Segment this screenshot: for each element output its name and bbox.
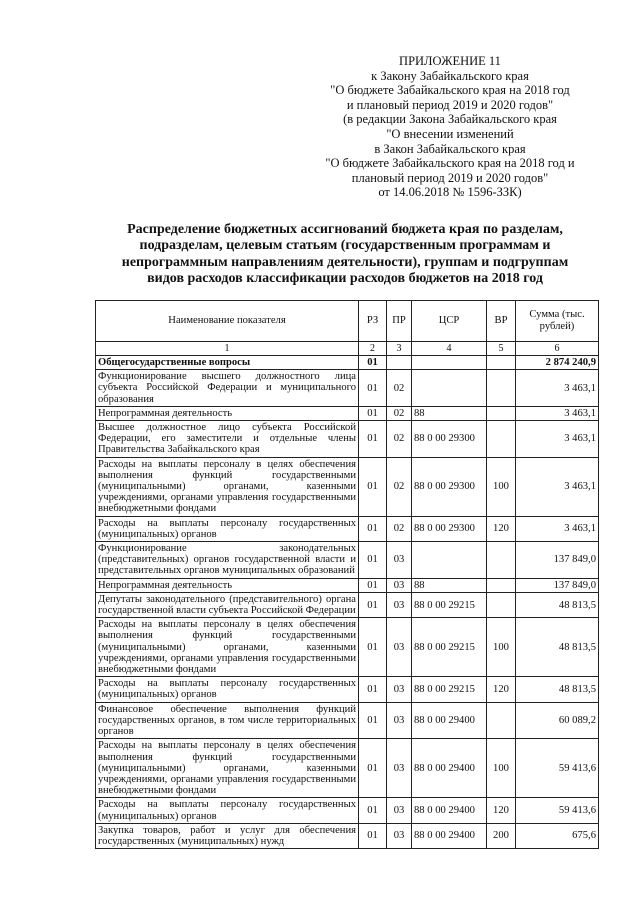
header-line: (в редакции Закона Забайкальского края: [343, 112, 557, 127]
cell-csr: 88 0 00 29300: [412, 457, 487, 516]
table-row: [96, 578, 599, 592]
cell-vr: [487, 406, 516, 420]
cell-csr: [412, 370, 487, 407]
cell-csr: 88 0 00 29215: [412, 592, 487, 617]
cell-name: Функционирование законодательных (представительных) органов государственной власти и представительных органов муниципальных образований: [96, 542, 359, 579]
cell-pr: [387, 356, 412, 370]
table-row: [96, 618, 599, 677]
cell-sum: 3 463,1: [516, 516, 599, 541]
header-sum: Сумма (тыс. рублей): [516, 301, 599, 342]
cell-rz: 01: [359, 702, 387, 739]
cell-rz: 01: [359, 823, 387, 848]
cell-sum: 48 813,5: [516, 592, 599, 617]
header-line: "О бюджете Забайкальского края на 2018 год и: [325, 156, 575, 171]
cell-rz: 01: [359, 370, 387, 407]
cell-sum: 137 849,0: [516, 578, 599, 592]
cell-csr: 88 0 00 29400: [412, 823, 487, 848]
table-row: [96, 406, 599, 420]
header-line: и плановый период 2019 и 2020 годов": [346, 97, 554, 112]
header-name: Наименование показателя: [96, 301, 359, 342]
column-number: 1: [96, 342, 359, 356]
header-line: в Закон Забайкальского края: [374, 141, 526, 156]
cell-vr: [487, 356, 516, 370]
header-pr: ПР: [387, 301, 412, 342]
cell-pr: 03: [387, 823, 412, 848]
cell-sum: 675,6: [516, 823, 599, 848]
cell-rz: 01: [359, 457, 387, 516]
table-row: [96, 370, 599, 407]
column-number: 4: [412, 342, 487, 356]
cell-sum: 3 463,1: [516, 370, 599, 407]
cell-sum: 137 849,0: [516, 542, 599, 579]
header-line: "О бюджете Забайкальского края на 2018 год: [330, 83, 570, 98]
table-row: [96, 702, 599, 739]
cell-vr: 120: [487, 516, 516, 541]
cell-sum: 48 813,5: [516, 677, 599, 702]
table-row: [96, 516, 599, 541]
cell-vr: [487, 592, 516, 617]
cell-name: Функционирование высшего должностного лица субъекта Российской Федерации и муниципального образования: [96, 370, 359, 407]
cell-vr: 100: [487, 457, 516, 516]
cell-rz: 01: [359, 421, 387, 458]
column-number: 6: [516, 342, 599, 356]
cell-vr: [487, 370, 516, 407]
cell-rz: 01: [359, 618, 387, 677]
cell-csr: 88: [412, 578, 487, 592]
cell-sum: 3 463,1: [516, 406, 599, 420]
cell-vr: 120: [487, 677, 516, 702]
cell-vr: [487, 542, 516, 579]
cell-name: Расходы на выплаты персоналу в целях обеспечения выполнения функций государственными (муниципальными) органами, казенными учреждениями, органами управления государственными внебюджетными фондами: [96, 739, 359, 798]
cell-rz: 01: [359, 798, 387, 823]
header-line: плановый период 2019 и 2020 годов": [351, 170, 549, 185]
cell-name: Непрограммная деятельность: [96, 406, 359, 420]
cell-vr: [487, 702, 516, 739]
column-number-row: [96, 342, 599, 356]
cell-name: Непрограммная деятельность: [96, 578, 359, 592]
cell-pr: 02: [387, 421, 412, 458]
cell-name: Финансовое обеспечение выполнения функций государственных органов, в том числе территориальных органов: [96, 702, 359, 739]
column-number: 2: [359, 342, 387, 356]
title-line: непрограммным направлениям деятельности), группам и подгруппам: [121, 254, 569, 270]
cell-name: Депутаты законодательного (представительного) органа государственной власти субъекта Российской Федерации: [96, 592, 359, 617]
header-line: от 14.06.2018 № 1596-ЗЗК): [378, 185, 522, 200]
table-header-row: [96, 301, 599, 342]
header-csr: ЦСР: [412, 301, 487, 342]
cell-pr: 03: [387, 592, 412, 617]
document-title: [95, 222, 595, 288]
cell-csr: 88 0 00 29300: [412, 516, 487, 541]
cell-rz: 01: [359, 542, 387, 579]
header-line: к Закону Забайкальского края: [371, 68, 529, 83]
cell-pr: 02: [387, 457, 412, 516]
cell-vr: [487, 421, 516, 458]
cell-name: Высшее должностное лицо субъекта Российской Федерации, его заместители и отдельные члены Правительства Забайкальского края: [96, 421, 359, 458]
cell-csr: 88 0 00 29300: [412, 421, 487, 458]
table-row: [96, 421, 599, 458]
cell-sum: 48 813,5: [516, 618, 599, 677]
cell-pr: 03: [387, 618, 412, 677]
cell-name: Общегосударственные вопросы: [96, 356, 359, 370]
cell-name: Закупка товаров, работ и услуг для обеспечения государственных (муниципальных) нужд: [96, 823, 359, 848]
cell-pr: 02: [387, 516, 412, 541]
table-row: [96, 356, 599, 370]
cell-sum: 2 874 240,9: [516, 356, 599, 370]
cell-vr: 100: [487, 618, 516, 677]
table-row: [96, 592, 599, 617]
cell-vr: 100: [487, 739, 516, 798]
cell-vr: 120: [487, 798, 516, 823]
cell-csr: 88: [412, 406, 487, 420]
cell-sum: 59 413,6: [516, 798, 599, 823]
cell-pr: 03: [387, 798, 412, 823]
cell-vr: [487, 578, 516, 592]
cell-csr: 88 0 00 29400: [412, 739, 487, 798]
cell-csr: 88 0 00 29215: [412, 618, 487, 677]
appendix-header: [300, 54, 600, 200]
cell-csr: [412, 542, 487, 579]
cell-rz: 01: [359, 356, 387, 370]
cell-csr: 88 0 00 29215: [412, 677, 487, 702]
cell-pr: 02: [387, 406, 412, 420]
column-number: 5: [487, 342, 516, 356]
cell-name: Расходы на выплаты персоналу в целях обеспечения выполнения функций государственными (муниципальными) органами, казенными учреждениями, органами управления государственными внебюджетными фондами: [96, 457, 359, 516]
header-line: ПРИЛОЖЕНИЕ 11: [399, 54, 501, 68]
cell-name: Расходы на выплаты персоналу в целях обеспечения выполнения функций государственными (муниципальными) органами, казенными учреждениями, органами управления государственными внебюджетными фондами: [96, 618, 359, 677]
table-row: [96, 823, 599, 848]
cell-rz: 01: [359, 739, 387, 798]
budget-table: [95, 300, 599, 849]
cell-pr: 03: [387, 677, 412, 702]
table-row: [96, 542, 599, 579]
cell-rz: 01: [359, 578, 387, 592]
cell-csr: [412, 356, 487, 370]
table-row: [96, 798, 599, 823]
cell-vr: 200: [487, 823, 516, 848]
table-row: [96, 677, 599, 702]
table-row: [96, 457, 599, 516]
cell-pr: 03: [387, 542, 412, 579]
header-rz: РЗ: [359, 301, 387, 342]
header-line: "О внесении изменений: [386, 126, 514, 141]
cell-sum: 3 463,1: [516, 457, 599, 516]
cell-rz: 01: [359, 677, 387, 702]
cell-name: Расходы на выплаты персоналу государственных (муниципальных) органов: [96, 798, 359, 823]
cell-rz: 01: [359, 592, 387, 617]
cell-pr: 03: [387, 578, 412, 592]
cell-sum: 3 463,1: [516, 421, 599, 458]
cell-sum: 59 413,6: [516, 739, 599, 798]
cell-rz: 01: [359, 516, 387, 541]
cell-csr: 88 0 00 29400: [412, 702, 487, 739]
column-number: 3: [387, 342, 412, 356]
cell-pr: 03: [387, 702, 412, 739]
cell-pr: 03: [387, 739, 412, 798]
cell-csr: 88 0 00 29400: [412, 798, 487, 823]
cell-name: Расходы на выплаты персоналу государственных (муниципальных) органов: [96, 516, 359, 541]
cell-name: Расходы на выплаты персоналу государственных (муниципальных) органов: [96, 677, 359, 702]
cell-pr: 02: [387, 370, 412, 407]
table-row: [96, 739, 599, 798]
title-line: подразделам, целевым статьям (государственным программам и: [139, 238, 551, 254]
title-line: видов расходов классификации расходов бюджетов на 2018 год: [147, 271, 543, 287]
cell-rz: 01: [359, 406, 387, 420]
cell-sum: 60 089,2: [516, 702, 599, 739]
header-vr: ВР: [487, 301, 516, 342]
title-line: Распределение бюджетных ассигнований бюджета края по разделам,: [127, 222, 563, 237]
